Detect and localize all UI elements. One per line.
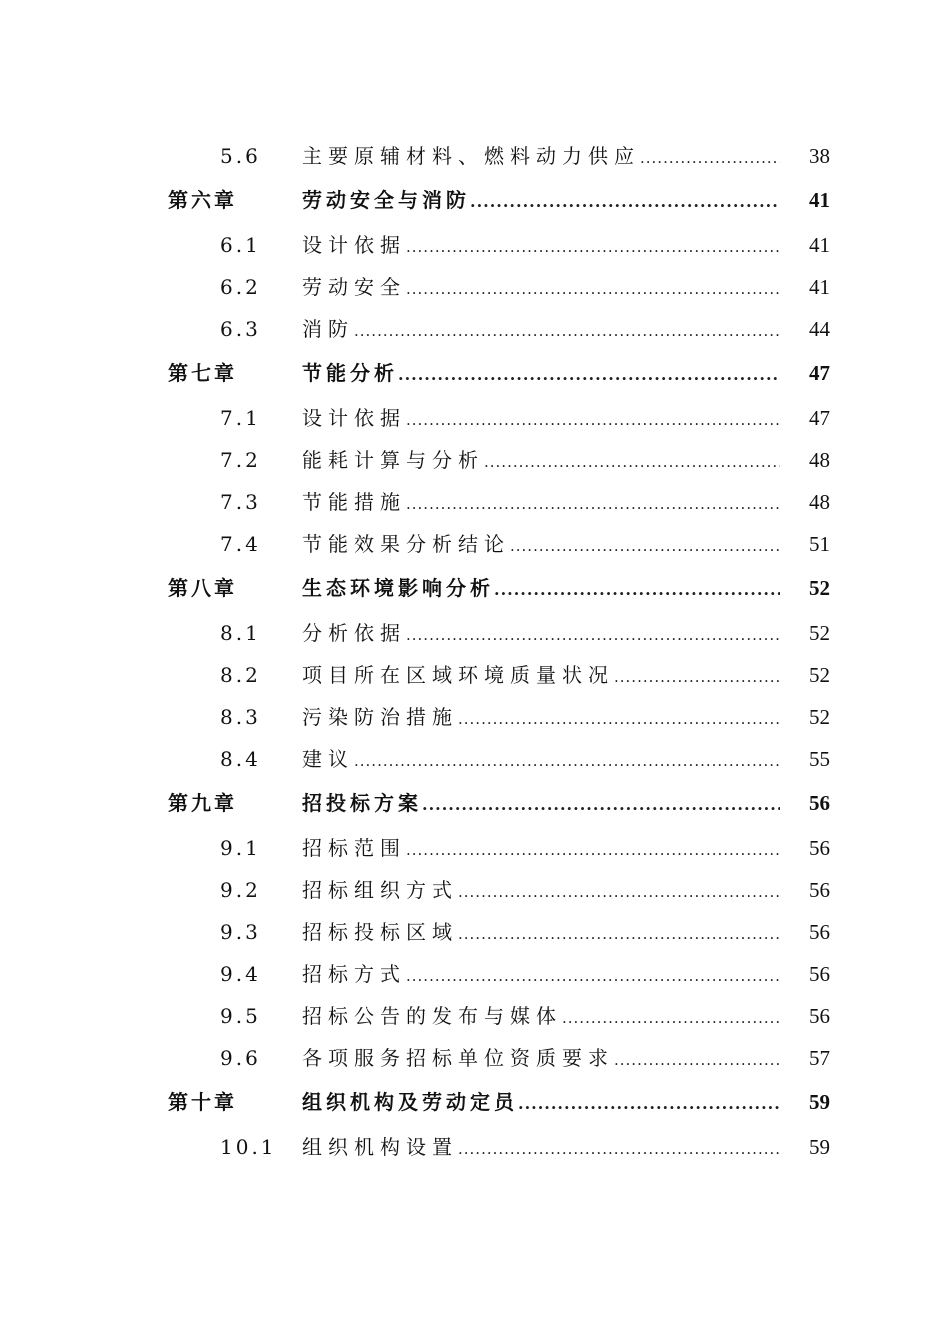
section-number: 9.5 bbox=[220, 1004, 261, 1028]
page-number: 52 bbox=[809, 663, 830, 687]
toc-chapter[interactable] bbox=[0, 565, 950, 612]
entry-title-wrap bbox=[302, 439, 780, 483]
entry-title-wrap bbox=[302, 953, 780, 997]
section-number: 7.1 bbox=[220, 406, 261, 430]
page-number: 59 bbox=[809, 1090, 830, 1114]
toc-entry[interactable] bbox=[0, 308, 950, 350]
chapter-number: 第七章 bbox=[168, 361, 237, 385]
toc-entry[interactable] bbox=[0, 397, 950, 439]
entry-title-wrap bbox=[302, 397, 780, 441]
page-number: 51 bbox=[809, 532, 830, 556]
section-title: 主要原辅材料、燃料动力供应 bbox=[302, 144, 640, 168]
dot-leader bbox=[640, 137, 780, 179]
page-number: 57 bbox=[809, 1046, 830, 1070]
section-number: 8.4 bbox=[220, 747, 261, 771]
page-number: 52 bbox=[809, 621, 830, 645]
page-number: 41 bbox=[809, 188, 830, 212]
toc-entry[interactable] bbox=[0, 1037, 950, 1079]
section-title: 分析依据 bbox=[302, 621, 406, 645]
toc-entry[interactable] bbox=[0, 439, 950, 481]
toc-entry[interactable] bbox=[0, 481, 950, 523]
chapter-title: 组织机构及劳动定员 bbox=[302, 1090, 518, 1114]
dot-leader bbox=[406, 829, 780, 871]
page-number: 41 bbox=[809, 275, 830, 299]
entry-title-wrap bbox=[302, 481, 780, 525]
section-number: 6.2 bbox=[220, 275, 261, 299]
entry-title-wrap bbox=[302, 177, 780, 225]
page-number: 55 bbox=[809, 747, 830, 771]
section-title: 建议 bbox=[302, 747, 354, 771]
section-number: 5.6 bbox=[220, 144, 261, 168]
chapter-title: 生态环境影响分析 bbox=[302, 576, 494, 600]
entry-title-wrap bbox=[302, 911, 780, 955]
page-number: 52 bbox=[809, 705, 830, 729]
dot-leader bbox=[458, 913, 780, 955]
section-title: 招标公告的发布与媒体 bbox=[302, 1004, 562, 1028]
section-number: 7.2 bbox=[220, 448, 261, 472]
dot-leader bbox=[458, 1128, 780, 1170]
dot-leader bbox=[494, 566, 780, 613]
page-number: 47 bbox=[809, 361, 830, 385]
entry-title-wrap bbox=[302, 565, 780, 613]
section-number: 9.3 bbox=[220, 920, 261, 944]
toc-chapter[interactable] bbox=[0, 1079, 950, 1126]
dot-leader bbox=[354, 310, 780, 352]
dot-leader bbox=[510, 525, 780, 567]
entry-title-wrap bbox=[302, 1126, 780, 1170]
entry-title-wrap bbox=[302, 308, 780, 352]
entry-title-wrap bbox=[302, 1079, 780, 1127]
dot-leader bbox=[354, 740, 780, 782]
page-number: 56 bbox=[809, 878, 830, 902]
entry-title-wrap bbox=[302, 612, 780, 656]
section-title: 招标投标区域 bbox=[302, 920, 458, 944]
section-title: 劳动安全 bbox=[302, 275, 406, 299]
chapter-title: 节能分析 bbox=[302, 361, 398, 385]
section-title: 招标范围 bbox=[302, 836, 406, 860]
toc-entry[interactable] bbox=[0, 266, 950, 308]
page-number: 56 bbox=[809, 836, 830, 860]
dot-leader bbox=[484, 441, 780, 483]
entry-title-wrap bbox=[302, 780, 780, 828]
toc-chapter[interactable] bbox=[0, 780, 950, 827]
page-number: 59 bbox=[809, 1135, 830, 1159]
toc-entry[interactable] bbox=[0, 995, 950, 1037]
entry-title-wrap bbox=[302, 266, 780, 310]
toc-entry[interactable] bbox=[0, 654, 950, 696]
dot-leader bbox=[458, 871, 780, 913]
dot-leader bbox=[614, 656, 780, 698]
chapter-number: 第六章 bbox=[168, 188, 237, 212]
section-number: 7.3 bbox=[220, 490, 261, 514]
entry-title-wrap bbox=[302, 523, 780, 567]
page-number: 48 bbox=[809, 490, 830, 514]
toc-entry[interactable] bbox=[0, 738, 950, 780]
page-number: 56 bbox=[809, 962, 830, 986]
section-number: 6.3 bbox=[220, 317, 261, 341]
toc-chapter[interactable] bbox=[0, 177, 950, 224]
section-title: 消防 bbox=[302, 317, 354, 341]
section-title: 组织机构设置 bbox=[302, 1135, 458, 1159]
toc-entry[interactable] bbox=[0, 135, 950, 177]
section-title: 污染防治措施 bbox=[302, 705, 458, 729]
dot-leader bbox=[406, 399, 780, 441]
section-title: 项目所在区域环境质量状况 bbox=[302, 663, 614, 687]
page-number: 48 bbox=[809, 448, 830, 472]
section-title: 节能措施 bbox=[302, 490, 406, 514]
page-number: 56 bbox=[809, 920, 830, 944]
page-number: 38 bbox=[809, 144, 830, 168]
dot-leader bbox=[614, 1039, 780, 1081]
section-number: 9.1 bbox=[220, 836, 261, 860]
page-number: 44 bbox=[809, 317, 830, 341]
dot-leader bbox=[406, 268, 780, 310]
entry-title-wrap bbox=[302, 224, 780, 268]
dot-leader bbox=[518, 1080, 780, 1127]
section-number: 10.1 bbox=[220, 1135, 277, 1159]
section-title: 节能效果分析结论 bbox=[302, 532, 510, 556]
dot-leader bbox=[406, 226, 780, 268]
section-title: 招标组织方式 bbox=[302, 878, 458, 902]
entry-title-wrap bbox=[302, 869, 780, 913]
dot-leader bbox=[422, 781, 780, 828]
page-number: 41 bbox=[809, 233, 830, 257]
dot-leader bbox=[562, 997, 780, 1039]
chapter-number: 第十章 bbox=[168, 1090, 237, 1114]
entry-title-wrap bbox=[302, 696, 780, 740]
entry-title-wrap bbox=[302, 995, 780, 1039]
toc-entry[interactable] bbox=[0, 1126, 950, 1168]
section-number: 8.3 bbox=[220, 705, 261, 729]
dot-leader bbox=[406, 955, 780, 997]
toc-entry[interactable] bbox=[0, 224, 950, 266]
dot-leader bbox=[470, 178, 780, 225]
toc-entry[interactable] bbox=[0, 827, 950, 869]
dot-leader bbox=[458, 698, 780, 740]
section-number: 9.4 bbox=[220, 962, 261, 986]
toc-entry[interactable] bbox=[0, 523, 950, 565]
page-number: 56 bbox=[809, 791, 830, 815]
page-number: 56 bbox=[809, 1004, 830, 1028]
section-number: 7.4 bbox=[220, 532, 261, 556]
toc-entry[interactable] bbox=[0, 953, 950, 995]
dot-leader bbox=[398, 351, 780, 398]
toc-entry[interactable] bbox=[0, 911, 950, 953]
section-number: 9.2 bbox=[220, 878, 261, 902]
section-number: 8.1 bbox=[220, 621, 261, 645]
toc-entry[interactable] bbox=[0, 612, 950, 654]
entry-title-wrap bbox=[302, 135, 780, 179]
section-title: 招标方式 bbox=[302, 962, 406, 986]
section-title: 设计依据 bbox=[302, 406, 406, 430]
entry-title-wrap bbox=[302, 1037, 780, 1081]
chapter-title: 招投标方案 bbox=[302, 791, 422, 815]
toc-entry[interactable] bbox=[0, 696, 950, 738]
section-title: 设计依据 bbox=[302, 233, 406, 257]
toc-chapter[interactable] bbox=[0, 350, 950, 397]
section-title: 各项服务招标单位资质要求 bbox=[302, 1046, 614, 1070]
dot-leader bbox=[406, 614, 780, 656]
section-title: 能耗计算与分析 bbox=[302, 448, 484, 472]
page-number: 47 bbox=[809, 406, 830, 430]
section-number: 9.6 bbox=[220, 1046, 261, 1070]
chapter-number: 第八章 bbox=[168, 576, 237, 600]
section-number: 6.1 bbox=[220, 233, 261, 257]
toc-entry[interactable] bbox=[0, 869, 950, 911]
dot-leader bbox=[406, 483, 780, 525]
entry-title-wrap bbox=[302, 654, 780, 698]
chapter-number: 第九章 bbox=[168, 791, 237, 815]
page-number: 52 bbox=[809, 576, 830, 600]
table-of-contents bbox=[0, 135, 950, 1168]
entry-title-wrap bbox=[302, 827, 780, 871]
chapter-title: 劳动安全与消防 bbox=[302, 188, 470, 212]
entry-title-wrap bbox=[302, 350, 780, 398]
section-number: 8.2 bbox=[220, 663, 261, 687]
entry-title-wrap bbox=[302, 738, 780, 782]
